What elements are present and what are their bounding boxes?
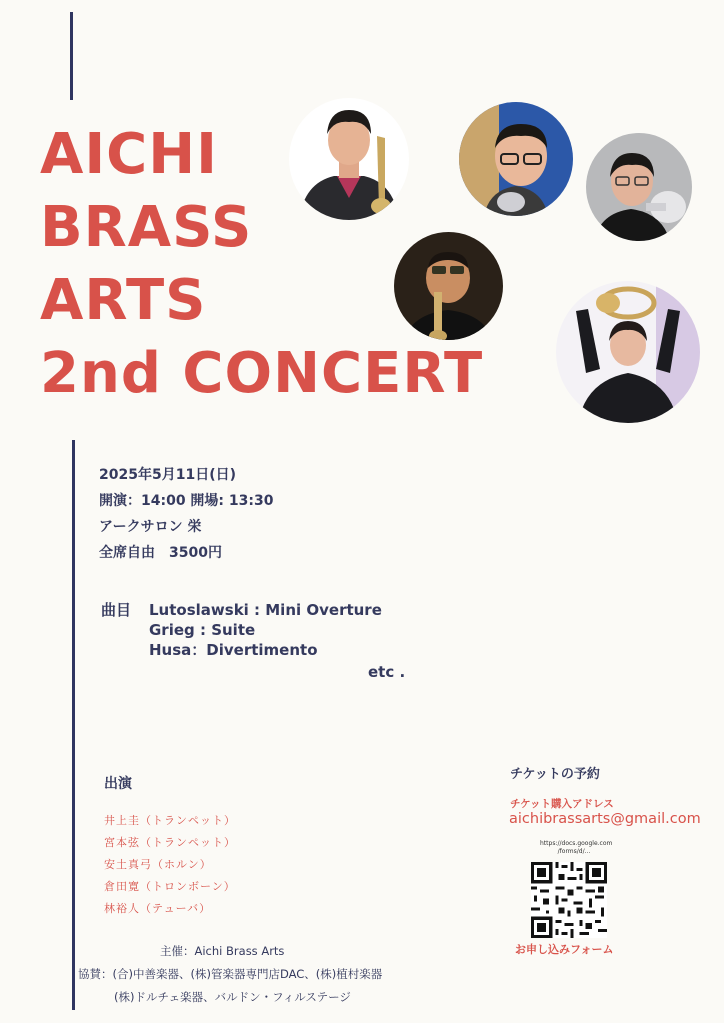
event-time: 開演：14:00 開場: 13:30	[99, 493, 274, 509]
title-line-3: ARTS	[40, 268, 207, 333]
performer-item: 林裕人（テューバ）	[104, 902, 212, 915]
performer-item: 倉田寛（トロンボーン）	[104, 880, 236, 893]
photo-trumpeter-3	[394, 232, 503, 340]
title-line-4: 2nd CONCERT	[40, 341, 484, 406]
application-form-label: お申し込みフォーム	[515, 943, 614, 956]
title-line-1: AICHI	[40, 122, 218, 187]
qr-url-line-1: https://docs.google.com	[540, 840, 613, 847]
performer-item: 宮本弦（トランペット）	[104, 836, 236, 849]
photo-horn-player	[556, 281, 700, 423]
photo-trumpeter-2	[586, 133, 692, 241]
performer-item: 安土真弓（ホルン）	[104, 858, 212, 871]
organizer-text: 主催：Aichi Brass Arts	[160, 944, 285, 958]
event-venue: アークサロン 栄	[99, 519, 202, 535]
qr-code	[531, 862, 607, 938]
title-line-2: BRASS	[40, 195, 253, 260]
program-piece: Grieg : Suite	[149, 621, 256, 639]
event-price: 全席自由 3500円	[99, 545, 222, 561]
ticket-title: チケットの予約	[510, 767, 600, 782]
performers-title: 出演	[104, 776, 132, 792]
ticket-subtitle: チケット購入アドレス	[510, 798, 614, 810]
photo-trombonist	[289, 98, 409, 220]
qr-url-text	[540, 840, 613, 856]
photo-trumpeter-1	[459, 102, 573, 216]
performers-list	[104, 810, 236, 920]
program-list	[149, 600, 449, 660]
supporters-line-1: 協賛：(合)中善楽器、(株)管楽器専門店DAC、(株)植村楽器	[78, 967, 383, 981]
bottom-accent-line	[72, 440, 75, 1010]
program-etc: etc .	[368, 663, 406, 681]
top-accent-line	[70, 12, 73, 100]
program-piece: Lutoslawski : Mini Overture	[149, 601, 382, 619]
supporters-line-2: (株)ドルチェ楽器、バルドン・フィルステージ	[114, 990, 351, 1004]
event-info	[99, 462, 273, 566]
program-label: 曲目	[101, 601, 132, 619]
qr-url-line-2: /forms/d/...	[557, 848, 591, 855]
event-date: 2025年5月11日(日)	[99, 467, 236, 483]
performer-item: 井上圭（トランペット）	[104, 814, 236, 827]
ticket-email: aichibrassarts@gmail.com	[509, 811, 701, 827]
program-piece: Husa：Divertimento	[149, 641, 318, 659]
